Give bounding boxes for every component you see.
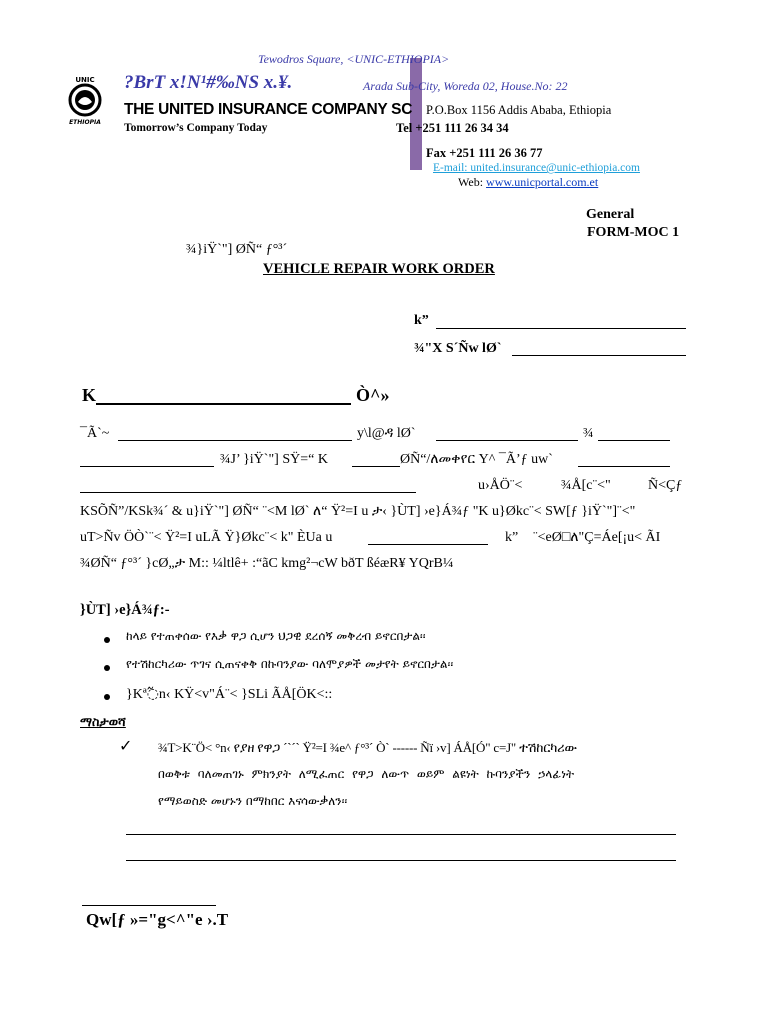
signature-line[interactable] [82,905,216,906]
address-right: Arada Sub-City, Woreda 02, House.No: 22 [363,79,568,93]
web-link[interactable]: www.unicportal.com.et [486,175,599,189]
line2-mid-field[interactable] [352,466,400,467]
date-label: ¾"X S´Ñw lØ` [414,341,502,356]
body-line5-b: k” [505,530,519,545]
instruction-item: }Kª߬n‹ KŸ<v"Á¨< }SLi ÃÅ[ÖK<:: [126,687,333,702]
body-line2-text2: ØÑ“/ለመቀየር Y^ ¯Ã’ƒ uw` [400,452,553,467]
po-box: P.O.Box 1156 Addis Ababa, Ethiopia [426,103,612,117]
body-line1-plate: y\l@ዳ lØ` [357,426,416,441]
telephone: Tel +251 111 26 34 34 [396,121,509,135]
remarks-line[interactable] [126,834,676,835]
notice-line3: የማይወስድ መሆኑን በማከበር እናሳውቃለን፡፡ [158,794,348,808]
owner-name-field[interactable] [118,440,352,441]
form-category: General [586,207,635,222]
line1-end-field[interactable] [598,440,670,441]
svg-text:UNIC: UNIC [75,76,95,84]
body-line5-a: uT>Ñv ÖÒ`¨< Ÿ²=I uLÃ Ÿ}Økc¨< k" ÈUa u [80,530,333,545]
addressee-field[interactable] [96,403,351,405]
line2-end-field[interactable] [578,466,670,467]
notice-line1: ¾T>K¨Ö< °n‹ የያዘ የዋጋ ´`´` Ÿ²=I ¾e^ ƒ°³´ Ò` ------ Ñï ›v] ÁÅ[Ó" c=J" ተሽከርካሪው [158,740,577,755]
city-label: Ò^» [356,385,390,405]
body-line3-b: ¾Å[c¨<" [561,478,611,493]
body-line2-text: ¾J’ }iŸ`"] SŸ=“ K [220,452,328,467]
company-logo [62,74,108,126]
body-line3-c: Ñ<Çƒ [648,478,683,493]
body-line6: ¾ØÑ“ ƒ°³´ }cØ„ታ M:: ¼ltlê+ :“ãC kmg²¬cW bðT ßéæR¥ YQrB¼ [80,556,454,571]
ref-label: k” [414,313,429,328]
amharic-form-title: ¾}iŸ`"] ØÑ“ ƒ°³´ [186,242,288,257]
bullet-dot [104,637,110,643]
body-line5-c: ¨<eØ□ለ"Ç=Áe[¡u< ÃI [533,530,661,545]
svg-text:ETHIOPIA: ETHIOPIA [69,119,101,126]
web-label: Web: [458,175,487,189]
amharic-company-name: ?BrT x!N¹#‰NS x.¥. [124,72,293,93]
body-line1-end: ¾ [583,426,594,441]
fax: Fax +251 111 26 36 77 [426,146,543,160]
form-code: FORM-MOC 1 [587,225,680,240]
company-tagline: Tomorrow’s Company Today [124,122,268,134]
signature-label: Qw[ƒ »="g<^"e ›.T [86,910,229,929]
company-name: THE UNITED INSURANCE COMPANY SC [124,101,413,118]
form-title: VEHICLE REPAIR WORK ORDER [263,261,495,277]
remarks-line[interactable] [126,860,676,861]
bullet-dot [104,665,110,671]
notice-heading: ማስታወሻ [80,714,126,729]
line3-field[interactable] [80,492,416,493]
line2-start-field[interactable] [80,466,214,467]
instruction-item: ከላይ የተጠቀሰው የእቃ ዋጋ ሲሆን ህጋዊ ደረሰኝ መቅረብ ይኖርበታል፡፡ [126,629,426,643]
date-field[interactable] [512,355,686,356]
amount-field[interactable] [368,544,488,545]
bullet-dot [104,694,110,700]
body-line4: KSÕÑ”/KSk¾´ & u}iŸ`"] ØÑ“ ¨<M lØ` ለ“ Ÿ²=I u ታ‹ }ÙT] ›e}Á¾ƒ "K u}Økc¨< SW[ƒ }iŸ`"]¨<" [80,504,636,519]
web-line [458,175,598,190]
ref-number-field[interactable] [436,328,686,329]
body-line1-start: ¯Ã`~ [80,426,110,441]
plate-number-field[interactable] [436,440,578,441]
checkmark-icon: ✓ [119,738,133,755]
notice-line2: በወቅቱ ባለመጠገኑ ምክንያት ለሚፈጠር የዋጋ ለውጥ ወይም ልዩነት ኩባንያችን ኃላፊነት [158,767,575,781]
to-label: K [82,385,97,405]
body-line3-a: u›ÅÖ¨< [478,478,523,493]
address-line: Tewodros Square, <UNIC-ETHIOPIA> [258,52,450,66]
instructions-heading: }ÙT] ›e}Á¾ƒ:- [80,602,170,618]
instruction-item: የተሽከርካሪው ጥገና ሲጠናቀቅ በኩባንያው ባለሞያዎች መታየት ይኖርበታል፡፡ [126,657,454,671]
email-link[interactable]: E-mail: united.insurance@unic-ethiopia.com [433,162,640,174]
